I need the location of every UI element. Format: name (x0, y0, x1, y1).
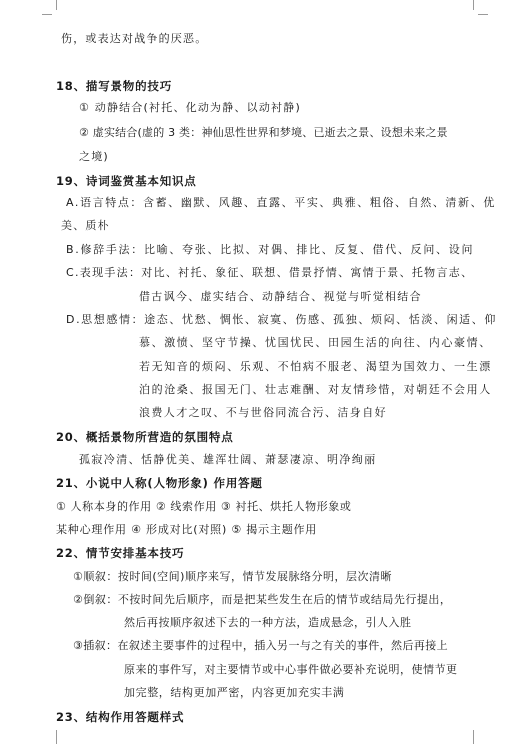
list-item: C.表现手法：对比、衬托、象征、联想、借景抒情、寓情于景、托物言志、 (66, 266, 474, 279)
list-item: ②倒叙：不按时间先后顺序，而是把某些发生在后的情节或结局先行提出， (73, 593, 452, 606)
crop-mark (56, 0, 57, 10)
text-line: 若无知音的烦闷、乐观、不怕病不服老、渴望为国效力、一生漂 (139, 360, 492, 373)
list-item: 某种心理作用 ④ 形成对比(对照) ⑤ 揭示主题作用 (56, 523, 318, 536)
list-item: B.修辞手法：比喻、夸张、比拟、对偶、排比、反复、借代、反问、设问 (66, 243, 475, 256)
text-line: 加完整，结构更加严密，内容更加充实丰满 (124, 686, 345, 699)
section-heading: 21、小说中人称(人物形象) 作用答题 (56, 476, 263, 490)
list-item: D.思想感情：途态、忧愁、惆怅、寂寞、伤感、孤独、烦闷、恬淡、闲适、仰 (66, 313, 497, 326)
text-line: 美、质朴 (61, 219, 110, 232)
text-line: 孤寂冷清、恬静优美、雄浑壮阔、萧瑟凄凉、明净绚丽 (79, 453, 377, 466)
text-line: 伤，或表达对战争的厌恶。 (61, 32, 208, 45)
list-item: ② 虚实结合(虚的 3 类：神仙思性世界和梦境、已逝去之景、设想未来之景 (79, 126, 448, 139)
text-line: 借古讽今、虚实结合、动静结合、视觉与听觉相结合 (139, 290, 422, 303)
section-heading: 18、描写景物的技巧 (56, 79, 173, 93)
list-item: ① 人称本身的作用 ② 线索作用 ③ 衬托、烘托人物形象或 (56, 500, 352, 513)
list-item: ① 动静结合(衬托、化动为静、以动衬静) (79, 101, 301, 114)
text-line: 泊的沧桑、报国无门、壮志难酬、对友情珍惜，对朝廷不会用人 (139, 383, 492, 396)
text-line: 然后再按顺序叙述下去的一种方法，造成悬念，引人入胜 (124, 616, 412, 629)
crop-mark (473, 730, 474, 744)
section-heading: 20、概括景物所营造的氛围特点 (56, 430, 234, 444)
crop-mark (478, 14, 488, 15)
crop-mark (42, 14, 52, 15)
crop-mark (473, 0, 474, 10)
section-heading: 22、情节安排基本技巧 (56, 546, 185, 560)
list-item: ①顺叙：按时间(空间)顺序来写，情节发展脉络分明，层次清晰 (73, 570, 392, 583)
crop-mark (56, 730, 57, 744)
text-line: 浪费人才之叹、不与世俗同流合污、洁身自好 (139, 406, 387, 419)
list-item: ③插叙：在叙述主要事件的过程中，插入另一与之有关的事件，然后再接上 (73, 639, 449, 652)
text-line: 原来的事件写，对主要情节或中心事件做必要补充说明，使情节更 (124, 663, 458, 676)
text-line: 慕、激愤、坚守节操、忧国忧民、田园生活的向往、内心豪情、 (139, 336, 492, 349)
list-item: A.语言特点：含蓄、幽默、风趣、直露、平实、典雅、粗俗、自然、清新、优 (66, 196, 496, 209)
section-heading: 19、诗词鉴赏基本知识点 (56, 174, 197, 188)
section-heading: 23、结构作用答题样式 (56, 710, 185, 724)
text-line: 之境) (79, 150, 109, 163)
